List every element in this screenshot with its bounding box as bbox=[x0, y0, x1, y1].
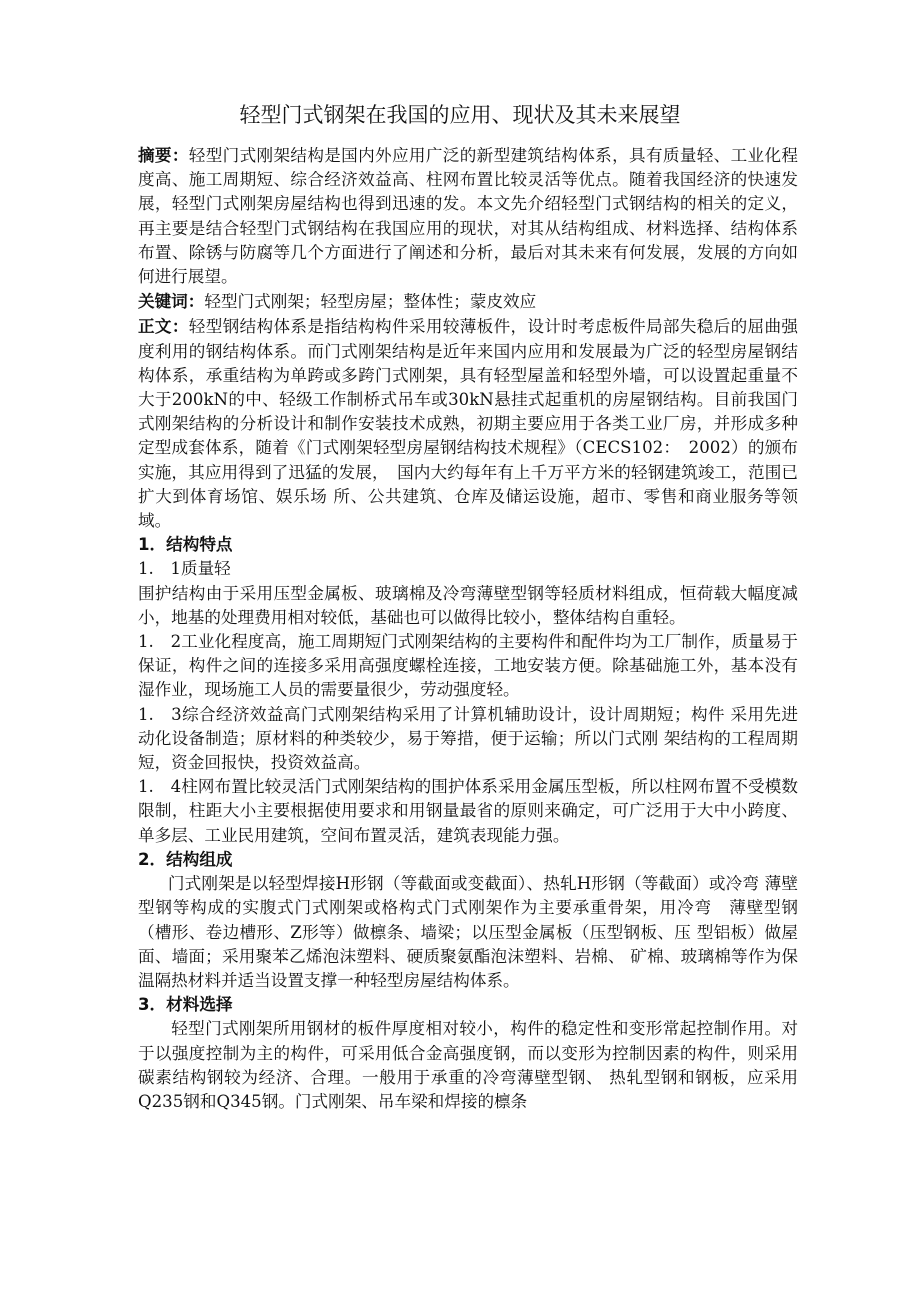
section-2-text: 门式刚架是以轻型焊接H形钢（等截面或变截面）、热轧H形钢（等截面）或冷弯 薄壁型钢等构成的实腹式门式刚架或格构式门式刚架作为主要承重骨架，用冷弯 薄壁型钢（槽形、卷边槽形、Z形等）做檩条、墙梁；以压型金属板（压型钢板、压 型铝板）做屋面、墙面；采用聚苯乙烯泡沫塑料、硬质聚氨酯泡沫塑料、岩棉、 矿棉、玻璃棉等作为保温隔热材料并适当设置支撑一种轻型房屋结构体系。 bbox=[138, 874, 798, 990]
abstract-text: 轻型门式刚架结构是国内外应用广泛的新型建筑结构体系，具有质量轻、工业化程度高、施工周期短、综合经济效益高、柱网布置比较灵活等优点。随着我国经济的快速发展，轻型门式刚架房屋结构也得到迅速的发。本文先介绍轻型门式钢结构的相关的定义，再主要是结合轻型门式钢结构在我国应用的现状，对其从结构组成、材料选择、结构体系布置、除锈与防腐等几个方面进行了阐述和分析，最后对其未来有何发展，发展的方向如何进行展望。 bbox=[138, 146, 798, 287]
main-text-label: 正文： bbox=[138, 316, 189, 337]
document-title: 轻型门式钢架在我国的应用、现状及其未来展望 bbox=[239, 103, 681, 127]
keywords-label: 关键词： bbox=[138, 291, 205, 312]
section-1-1-heading: 1. 1质量轻 bbox=[138, 559, 231, 579]
section-1-3-text: 1. 3综合经济效益高门式刚架结构采用了计算机辅助设计，设计周期短；构件 采用先进动化设备制造；原材料的种类较少，易于筹措，便于运输；所以门式刚 架结构的工程周期短，资金回报快，投资效益高。 bbox=[138, 704, 798, 773]
section-1-2-text: 1. 2工业化程度高，施工周期短门式刚架结构的主要构件和配件均为工厂制作，质量易于保证，构件之间的连接多采用高强度螺栓连接，工地安装方便。除基础施工外，基本没有湿作业，现场施工人员的需要量很少，劳动强度轻。 bbox=[138, 632, 798, 700]
section-3-heading: 3．材料选择 bbox=[138, 995, 233, 1015]
keywords-text: 轻型门式刚架；轻型房屋；整体性；蒙皮效应 bbox=[204, 292, 537, 312]
abstract-paragraph bbox=[138, 143, 798, 289]
section-3-text: 轻型门式刚架所用钢材的板件厚度相对较小，构件的稳定性和变形常起控制作用。对于以强度控制为主的构件，可采用低合金高强度钢，而以变形为控制因素的构件，则采用碳素结构钢较为经济、合理。一般用于承重的冷弯薄壁型钢、 热轧型钢和钢板，应采用Q235钢和Q345钢。门式刚架、吊车梁和焊接的檩条 bbox=[138, 1019, 798, 1111]
section-2-heading: 2．结构组成 bbox=[138, 849, 233, 869]
section-1-4-text: 1. 4柱网布置比较灵活门式刚架结构的围护体系采用金属压型板，所以柱网布置不受模数限制，柱距大小主要根据使用要求和用钢量最省的原则来确定，可广泛用于大中小跨度、单多层、工业民用建筑，空间布置灵活，建筑表现能力强。 bbox=[138, 777, 798, 845]
keywords-paragraph bbox=[138, 289, 798, 314]
document-body bbox=[138, 143, 798, 1114]
main-text-paragraph bbox=[138, 314, 798, 533]
main-text-body: 轻型钢结构体系是指结构构件采用较薄板件，设计时考虑板件局部失稳后的屈曲强度利用的钢结构体系。而门式刚架结构是近年来国内应用和发展最为广泛的轻型房屋钢结构体系，承重结构为单跨或多跨门式刚架，具有轻型屋盖和轻型外墙，可以设置起重量不大于200kN的中、轻级工作制桥式吊车或30kN悬挂式起重机的房屋钢结构。目前我国门式刚架结构的分析设计和制作安装技术成熟，初期主要应用于各类工业厂房，并形成多种定型成套体系，随着《门式刚架轻型房屋钢结构技术规程》（CECS102： 2002）的颁布实施，其应用得到了迅猛的发展， 国内大约每年有上千万平方米的轻钢建筑竣工，范围已扩大到体育场馆、娱乐场 所、公共建筑、仓库及储运设施，超市、零售和商业服务等领域。 bbox=[138, 317, 798, 531]
section-1-heading: 1．结构特点 bbox=[138, 535, 233, 555]
section-1-1-text: 围护结构由于采用压型金属板、玻璃棉及冷弯薄壁型钢等轻质材料组成，恒荷载大幅度减小，地基的处理费用相对较低，基础也可以做得比较小，整体结构自重轻。 bbox=[138, 583, 798, 627]
abstract-label: 摘要： bbox=[138, 145, 189, 165]
